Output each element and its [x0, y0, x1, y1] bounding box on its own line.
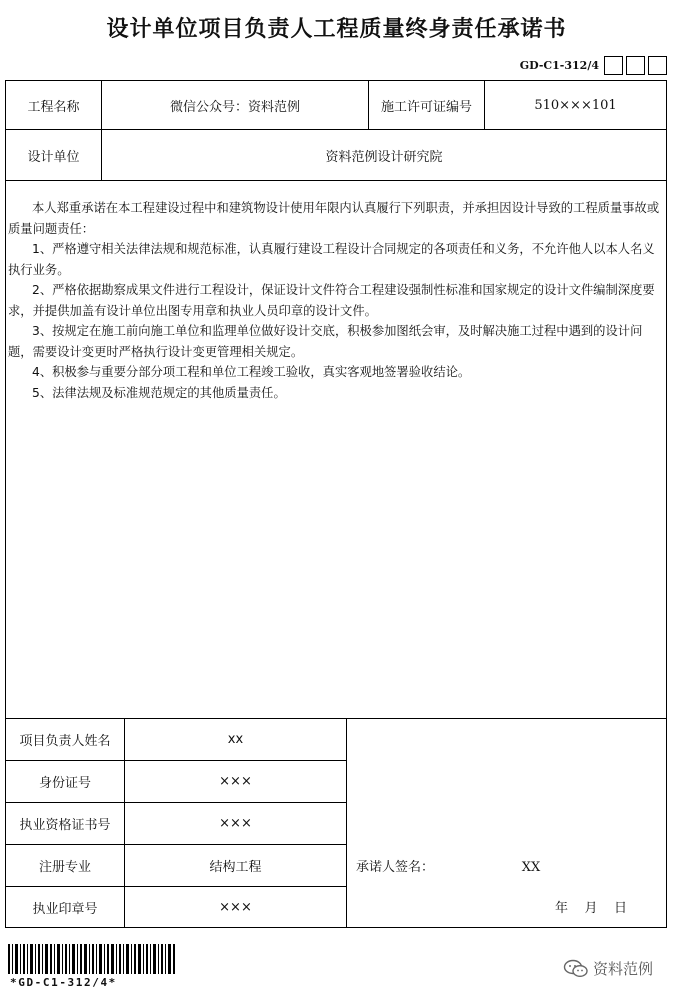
person-name-field[interactable]: xx: [227, 732, 244, 747]
signature-label: 承诺人签名：: [356, 859, 435, 875]
code-box-1[interactable]: [604, 56, 623, 75]
code-box-3[interactable]: [648, 56, 667, 75]
commitment-item: 3、按规定在施工前向施工单位和监理单位做好设计交底，积极参加图纸会审，及时解决施工过程中遇到的设计问题，需要设计变更时严格执行设计变更管理相关规定。: [8, 324, 643, 359]
commitment-item: 4、积极参与重要分部分项工程和单位工程竣工验收，真实客观地签署验收结论。: [32, 365, 471, 379]
registered-specialty-field[interactable]: 结构工程: [209, 860, 262, 875]
seal-number-label: 执业印章号: [32, 901, 98, 917]
permit-number-field[interactable]: 510×××101: [534, 97, 617, 113]
commitment-item: 2、严格依据勘察成果文件进行工程设计，保证设计文件符合工程建设强制性标准和国家规定的设计文件编制深度要求，并提供加盖有设计单位出图专用章和执业人员印章的设计文件。: [8, 283, 655, 318]
seal-number-field[interactable]: ×××: [219, 899, 252, 915]
project-name-field[interactable]: 微信公众号：资料范例: [169, 99, 300, 115]
divider: [6, 180, 666, 181]
watermark-text: 资料范例: [592, 960, 653, 978]
qualification-number-label: 执业资格证书号: [19, 818, 111, 833]
design-unit-field[interactable]: 资料范例设计研究院: [325, 149, 443, 165]
barcode-text: *GD-C1-312/4*: [10, 976, 117, 989]
design-unit-label: 设计单位: [27, 149, 80, 165]
document-code-text: GD-C1-312/4: [519, 58, 599, 72]
signature-field[interactable]: XX: [521, 859, 541, 875]
document-code: [520, 55, 667, 75]
project-name-label: 工程名称: [27, 99, 80, 115]
qualification-number-field[interactable]: ×××: [219, 816, 252, 831]
commitment-text: [8, 198, 663, 403]
id-number-label: 身份证号: [38, 776, 91, 791]
registered-specialty-label: 注册专业: [38, 860, 91, 875]
watermark: [563, 958, 653, 979]
permit-number-label: 施工许可证编号: [380, 99, 472, 115]
commitment-form: [5, 80, 667, 928]
commitment-item: 1、严格遵守相关法律法规和规范标准，认真履行建设工程设计合同规定的各项责任和义务，不允许他人以本人名义执行业务。: [8, 242, 655, 277]
person-name-label: 项目负责人姓名: [19, 734, 111, 749]
date-field[interactable]: 年 月 日: [554, 900, 628, 916]
document-title: 设计单位项目负责人工程质量终身责任承诺书: [106, 17, 567, 42]
barcode-icon: [8, 944, 176, 978]
wechat-icon: [563, 959, 589, 979]
code-box-2[interactable]: [626, 56, 645, 75]
id-number-field[interactable]: ×××: [219, 774, 252, 789]
divider: [346, 718, 347, 927]
commitment-intro: 本人郑重承诺在本工程建设过程中和建筑物设计使用年限内认真履行下列职责，并承担因设计导致的工程质量事故或质量问题责任：: [8, 201, 660, 236]
commitment-item: 5、法律法规及标准规范规定的其他质量责任。: [32, 385, 286, 400]
